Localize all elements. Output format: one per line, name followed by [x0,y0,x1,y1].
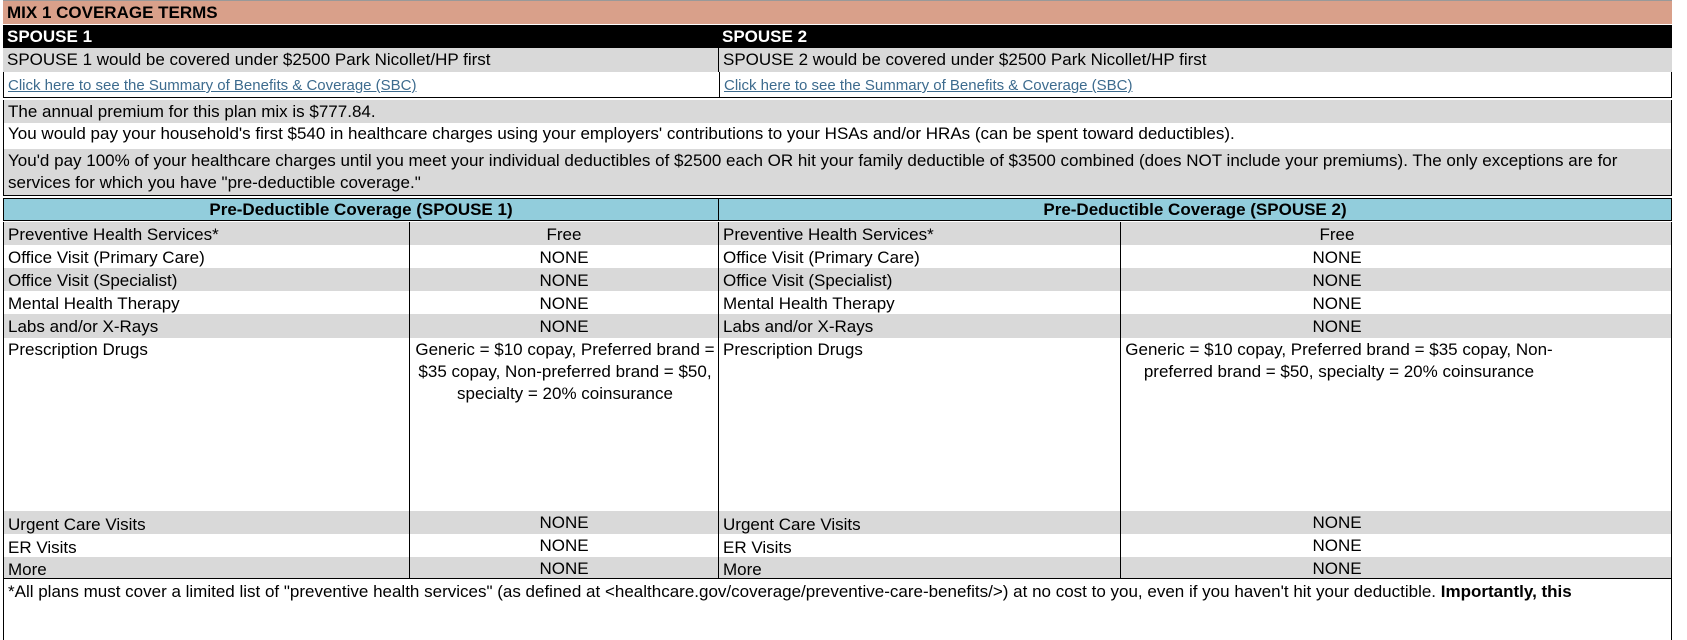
deductible-text: You'd pay 100% of your healthcare charges until you meet your individual deductibles of $2500 each OR hit your family deductible of $3500 combined (does NOT include your premiums). The only exceptions are for services for which you have "pre-deductible coverage." [8,151,1618,192]
spouse1-sbc-link[interactable]: Click here to see the Summary of Benefits & Coverage (SBC) [8,77,417,94]
spouse2-service-label: More [723,560,762,578]
coverage-table [3,222,1672,578]
spouse1-section-header: Pre-Deductible Coverage (SPOUSE 1) [209,200,513,219]
spouse1-prescription-value: Generic = $10 copay, Preferred brand = $35 copay, Non-preferred brand = $50, specialty = 20% coinsurance [415,340,715,403]
spouse1-service-label: Preventive Health Services* [8,225,219,244]
sbc-link-row [3,72,1672,98]
spouse1-sbc-cell [4,72,719,97]
spouse2-service-value: Free [1319,225,1355,244]
spouse2-service-label: Office Visit (Primary Care) [723,248,920,267]
spouse2-service-value: NONE [1312,536,1362,555]
footnote-row [3,578,1672,640]
footnote [4,579,1671,640]
spouse2-section-header: Pre-Deductible Coverage (SPOUSE 2) [1043,200,1347,219]
spouse1-service-value: NONE [539,536,589,555]
footnote-text: *All plans must cover a limited list of "preventive health services" (as defined at <healthcare.gov/coverage/preventive-care-benefits/>) at no cost to you, even if you haven't hit your deductible. [8,582,1437,601]
hsa-text: You would pay your household's first $540 in healthcare charges using your employers' contributions to your HSAs and/or HRAs (can be spent toward deductibles). [8,124,1235,143]
spouse2-service-label: Prescription Drugs [723,340,863,359]
spouse1-header: SPOUSE 1 [7,27,93,46]
spouse2-service-label: Preventive Health Services* [723,225,934,244]
spouse2-covered-text: SPOUSE 2 would be covered under $2500 Park Nicollet/HP first [723,50,1207,69]
title-row [3,0,1672,24]
spouse2-service-label: ER Visits [723,538,792,557]
spouse2-service-label: Urgent Care Visits [723,515,861,534]
spouse1-service-label: More [8,560,47,578]
spouse-header-row [3,25,1672,48]
spouse1-service-label: Labs and/or X-Rays [8,317,159,336]
spouse2-service-label: Office Visit (Specialist) [723,271,893,290]
spouse2-sbc-cell [720,72,1672,97]
spouse1-service-label: Mental Health Therapy [8,294,180,313]
premium-text: The annual premium for this plan mix is $777.84. [8,102,376,121]
page-title: MIX 1 COVERAGE TERMS [7,3,218,22]
spouse2-service-value: NONE [1312,317,1362,336]
spouse1-service-value: NONE [539,294,589,313]
deductible-row [3,149,1672,196]
spouse2-service-value: NONE [1312,513,1362,532]
spouse2-service-label: Labs and/or X-Rays [723,317,874,336]
spouse1-service-value: NONE [539,513,589,532]
spouse1-service-value: Free [546,225,582,244]
spouse1-service-value: NONE [539,271,589,290]
spouse2-header: SPOUSE 2 [722,27,808,46]
spouse1-service-label: Prescription Drugs [8,340,148,359]
spouse1-service-label: Urgent Care Visits [8,515,146,534]
spouse1-service-label: ER Visits [8,538,77,557]
spouse1-covered-text: SPOUSE 1 would be covered under $2500 Park Nicollet/HP first [7,50,491,69]
footnote-bold-text: Importantly, this [1440,582,1572,601]
spouse1-service-value: NONE [539,559,589,578]
spouse2-prescription-value: Generic = $10 copay, Preferred brand = $35 copay, Non-preferred brand = $50, specialty = 20% coinsurance [1125,340,1553,381]
spouse1-service-value: NONE [539,317,589,336]
hsa-row [3,123,1672,149]
spouse1-service-label: Office Visit (Primary Care) [8,248,205,267]
spouse2-service-value: NONE [1312,248,1362,267]
spouse1-service-label: Office Visit (Specialist) [8,271,178,290]
pre-deductible-header-row [3,198,1672,221]
spouse2-service-value: NONE [1312,559,1362,578]
spouse2-service-value: NONE [1312,294,1362,313]
spouse2-sbc-link[interactable]: Click here to see the Summary of Benefits & Coverage (SBC) [724,77,1133,94]
premium-row [3,100,1672,123]
covered-row [3,48,1672,72]
spouse2-service-value: NONE [1312,271,1362,290]
spouse1-service-value: NONE [539,248,589,267]
spouse2-service-label: Mental Health Therapy [723,294,895,313]
